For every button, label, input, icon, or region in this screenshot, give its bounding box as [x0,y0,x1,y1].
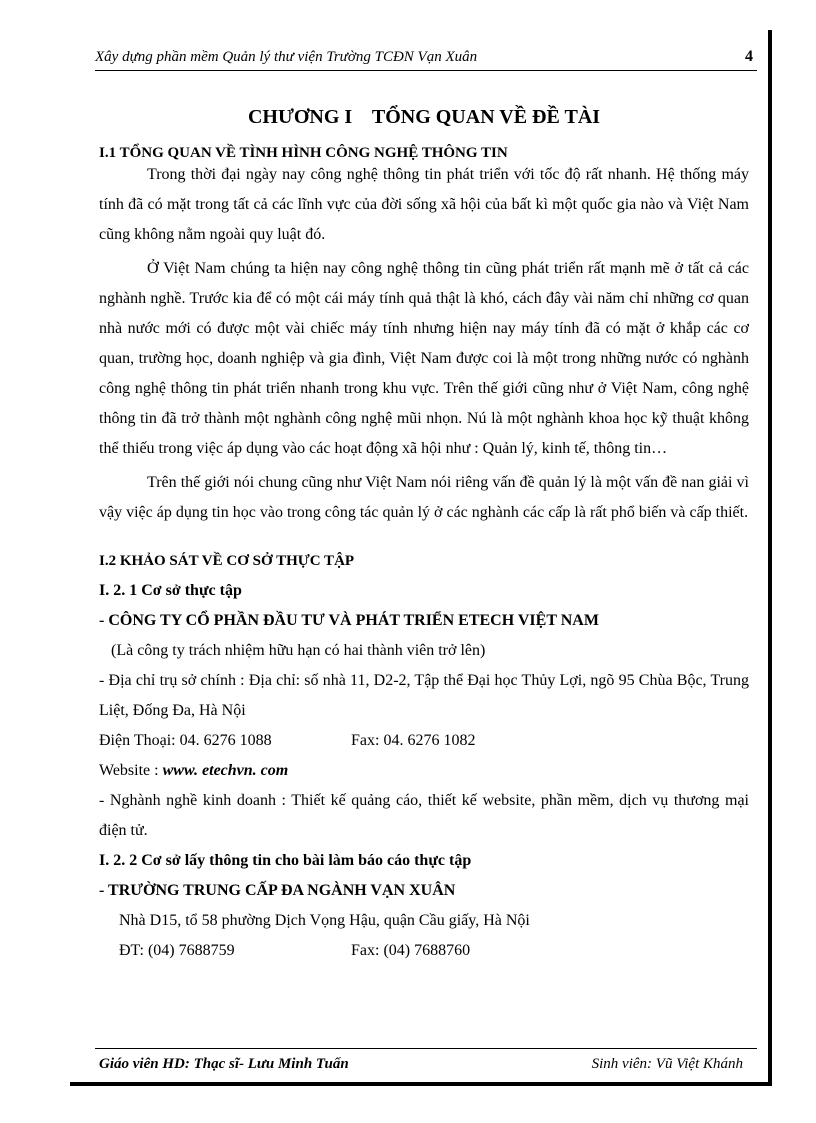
page-border-right [768,30,772,1085]
chapter-title: CHƯƠNG I TỔNG QUAN VỀ ĐỀ TÀI [247,106,601,128]
company-fax: Fax: 04. 6276 1082 [351,732,476,749]
company-name: - CÔNG TY CỔ PHẦN ĐẦU TƯ VÀ PHÁT TRIỂN ETECH VIỆT NAM [99,612,599,629]
page-border-bottom [70,1082,772,1086]
document-body [99,100,749,966]
company-phone: Điện Thoại: 04. 6276 1088 [99,732,272,749]
section-1-heading: I.1 TỔNG QUAN VỀ TÌNH HÌNH CÔNG NGHỆ THÔNG TIN [99,145,508,161]
page-footer [95,1048,757,1077]
company-business: - Nghành nghề kinh doanh : Thiết kế quảng cáo, thiết kế website, phần mềm, dịch vụ thương mại điện tử. [99,792,749,839]
company-contact [99,726,749,756]
subsection-heading: I. 2. 2 Cơ sở lấy thông tin cho bài làm báo cáo thực tập [99,852,472,869]
paragraph: Trên thế giới nói chung cũng như Việt Nam nói riêng vấn đề quản lý là một vấn đề nan giải vì vậy việc áp dụng tin học vào trong công tác quản lý ở các nghành các cấp là rất phổ biến và cấp thiết. [99,474,749,521]
header-title: Xây dựng phần mềm Quản lý thư viện Trường TCĐN Vạn Xuân [95,49,478,65]
page-header [95,46,757,71]
paragraph: Ở Việt Nam chúng ta hiện nay công nghệ thông tin cũng phát triển rất mạnh mẽ ở tất cả các nghành nghề. Trước kia để có một cái máy tính quả thật là khó, cách đây vài năm chỉ những cơ quan nhà nước mới có được một vài chiếc máy tính nhưng hiện nay máy tính đã có mặt ở khắp các cơ quan, trường học, doanh nghiệp và gia đình, Việt Nam được coi là một trong những nước có nghành công nghệ thông tin phát triển nhanh trong khu vực. Trên thế giới cũng như ở Việt Nam, công nghệ thông tin đã trở thành một nghành công nghệ mũi nhọn. Nú là một nghành khoa học kỹ thuật không thể thiếu trong việc áp dụng vào các hoạt động xã hội như : Quản lý, kinh tế, thông tin… [99,260,749,457]
website-link[interactable]: www. etechvn. com [162,762,289,779]
school-contact [99,936,749,966]
school-name: - TRƯỜNG TRUNG CẤP ĐA NGÀNH VẠN XUÂN [99,882,456,899]
section-2-heading: I.2 KHẢO SÁT VỀ CƠ SỞ THỰC TẬP [99,553,355,569]
company-address: - Địa chỉ trụ sở chính : Địa chỉ: số nhà 11, D2-2, Tập thể Đại học Thủy Lợi, ngõ 95 Chùa Bộc, Trung Liệt, Đống Đa, Hà Nội [99,672,749,719]
school-phone: ĐT: (04) 7688759 [119,942,235,959]
subsection-heading: I. 2. 1 Cơ sở thực tập [99,582,242,599]
company-website-line [99,756,749,786]
page-number: 4 [745,48,753,65]
company-note: (Là công ty trách nhiệm hữu hạn có hai thành viên trở lên) [111,642,486,659]
school-address: Nhà D15, tổ 58 phường Dịch Vọng Hậu, quận Cầu giấy, Hà Nội [119,912,530,929]
paragraph: Trong thời đại ngày nay công nghệ thông tin phát triển với tốc độ rất nhanh. Hệ thống máy tính đã có mặt trong tất cả các lĩnh vực của đời sống xã hội của bất kì một quốc gia nào và Việt Nam cũng không nằm ngoài quy luật đó. [99,166,749,243]
footer-teacher: Giáo viên HD: Thạc sĩ- Lưu Minh Tuấn [99,1056,349,1072]
website-label: Website : [99,762,159,779]
school-fax: Fax: (04) 7688760 [351,942,471,959]
footer-student: Sinh viên: Vũ Việt Khánh [591,1056,743,1072]
